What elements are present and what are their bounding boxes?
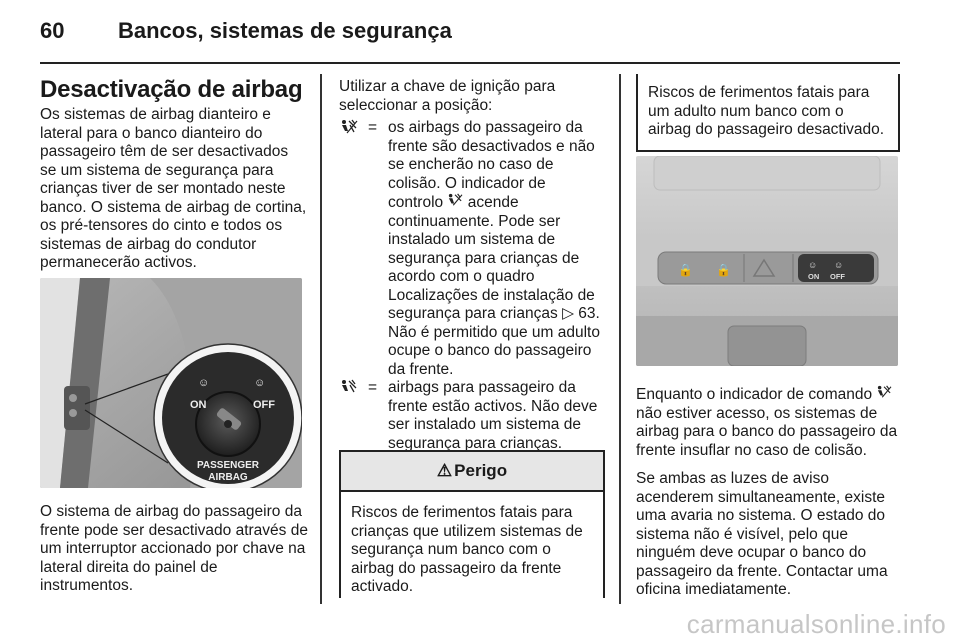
warning-continued-box bbox=[636, 74, 900, 152]
photo-caption: O sistema de airbag do passageiro da frente pode ser desactivado através de um interruptor accionado por chave na lateral direita do painel de instrumentos. bbox=[40, 503, 308, 594]
instruction-paragraph: Utilizar a chave de ignição para seleccionar a posição: bbox=[339, 78, 556, 114]
airbag-off-indicator-icon-2 bbox=[876, 385, 892, 404]
airbag-on-icon bbox=[339, 379, 368, 401]
definition-on: = airbags para passageiro da frente estão activos. Não deve ser instalado um sistema de segurança para crianças. bbox=[339, 379, 605, 453]
svg-text:☺: ☺ bbox=[198, 377, 210, 389]
column-3 bbox=[636, 385, 900, 610]
page-ref-arrow: ▷ bbox=[562, 305, 574, 322]
svg-text:🔒: 🔒 bbox=[716, 263, 731, 277]
svg-text:☺: ☺ bbox=[834, 260, 844, 270]
svg-text:☺: ☺ bbox=[808, 260, 818, 270]
airbag-off-icon bbox=[339, 119, 368, 141]
intro-paragraph: Os sistemas de airbag dianteiro e lateral para o banco dianteiro do passageiro têm de ser desactivados se um sistema de segurança para crianças tiver de ser montado neste banco. O sistema de airbag de cortina, os pré-tensores do cinto e todos os sistemas de airbag do condutor permanecerão activos. bbox=[40, 106, 307, 271]
definition-on-text: airbags para passageiro da frente estão activos. Não deve ser instalado um sistema de segurança para crianças. bbox=[388, 379, 598, 452]
definition-off-text-2: acende continuamente. Pode ser instalado um sistema de segurança para crianças de acordo com o quadro Localizações de instalação de segurança para crianças bbox=[388, 194, 595, 322]
indicator-paragraph-b: não estiver acesso, os sistemas de airbag para o banco do passageiro da frente insuflar no caso de colisão. bbox=[636, 404, 898, 459]
danger-box bbox=[339, 450, 605, 598]
photo-label-airbag: AIRBAG bbox=[208, 472, 248, 483]
indicator-illustration bbox=[636, 156, 898, 366]
definition-off-text: os airbags do passageiro da frente são desactivados e não se encherão no caso de colisão. O indicador de controlo bbox=[388, 119, 595, 211]
column-1-caption bbox=[40, 503, 308, 606]
column-divider-1 bbox=[320, 74, 322, 604]
indicator-label-off: OFF bbox=[830, 272, 845, 281]
page-header bbox=[40, 18, 900, 50]
watermark: carmanualsonline.info bbox=[686, 609, 946, 639]
column-divider-2 bbox=[619, 74, 621, 604]
svg-text:☺: ☺ bbox=[254, 377, 266, 389]
airbag-switch-illustration bbox=[40, 278, 302, 488]
column-2 bbox=[339, 78, 605, 453]
photo-label-off: OFF bbox=[253, 399, 275, 411]
airbag-switch-photo bbox=[40, 278, 302, 488]
danger-body: Riscos de ferimentos fatais para crianças que utilizem sistemas de segurança num banco com o airbag do passageiro da frente activado. bbox=[351, 504, 583, 595]
airbag-off-indicator-icon bbox=[447, 193, 463, 212]
photo-label-passenger: PASSENGER bbox=[196, 460, 260, 471]
warning-triangle-icon: ⚠ bbox=[436, 461, 453, 480]
running-title: Bancos, sistemas de segurança bbox=[118, 18, 452, 43]
indicator-label-on: ON bbox=[808, 272, 820, 281]
svg-text:🔒: 🔒 bbox=[678, 263, 693, 277]
malfunction-paragraph: Se ambas as luzes de aviso acenderem simultaneamente, existe uma avaria no sistema. O estado do sistema não é visível, pelo que ninguém deve ocupar o banco do passageiro da frente. Contactar uma oficina imediatamente. bbox=[636, 470, 888, 598]
page-number: 60 bbox=[40, 18, 65, 43]
section-heading: Desactivação de airbag bbox=[40, 76, 303, 103]
position-definitions bbox=[339, 119, 605, 453]
danger-title: Perigo bbox=[454, 461, 508, 480]
danger-header bbox=[341, 452, 603, 492]
page-reference[interactable]: 63. Não é permitido que um adulto ocupe o banco do passageiro da frente. bbox=[388, 305, 600, 378]
indicator-paragraph-a: Enquanto o indicador de comando bbox=[636, 386, 873, 403]
column-1 bbox=[40, 76, 308, 283]
definition-off: = os airbags do passageiro da frente são desactivados e não se encherão no caso de colisão. O indicador de controlo acende continuamente. Pode ser instalado um sistema de segurança para crianças de acordo com o quadro Localizações de instalação de segurança para crianças ▷ 63. Não é permitido que um adulto ocupe o banco do passageiro da frente. bbox=[339, 119, 605, 379]
indicator-photo bbox=[636, 156, 898, 366]
photo-label-on: ON bbox=[190, 399, 207, 411]
header-rule bbox=[40, 62, 900, 64]
warning-continued-text: Riscos de ferimentos fatais para um adulto num banco com o airbag do passageiro desactivado. bbox=[648, 84, 885, 138]
